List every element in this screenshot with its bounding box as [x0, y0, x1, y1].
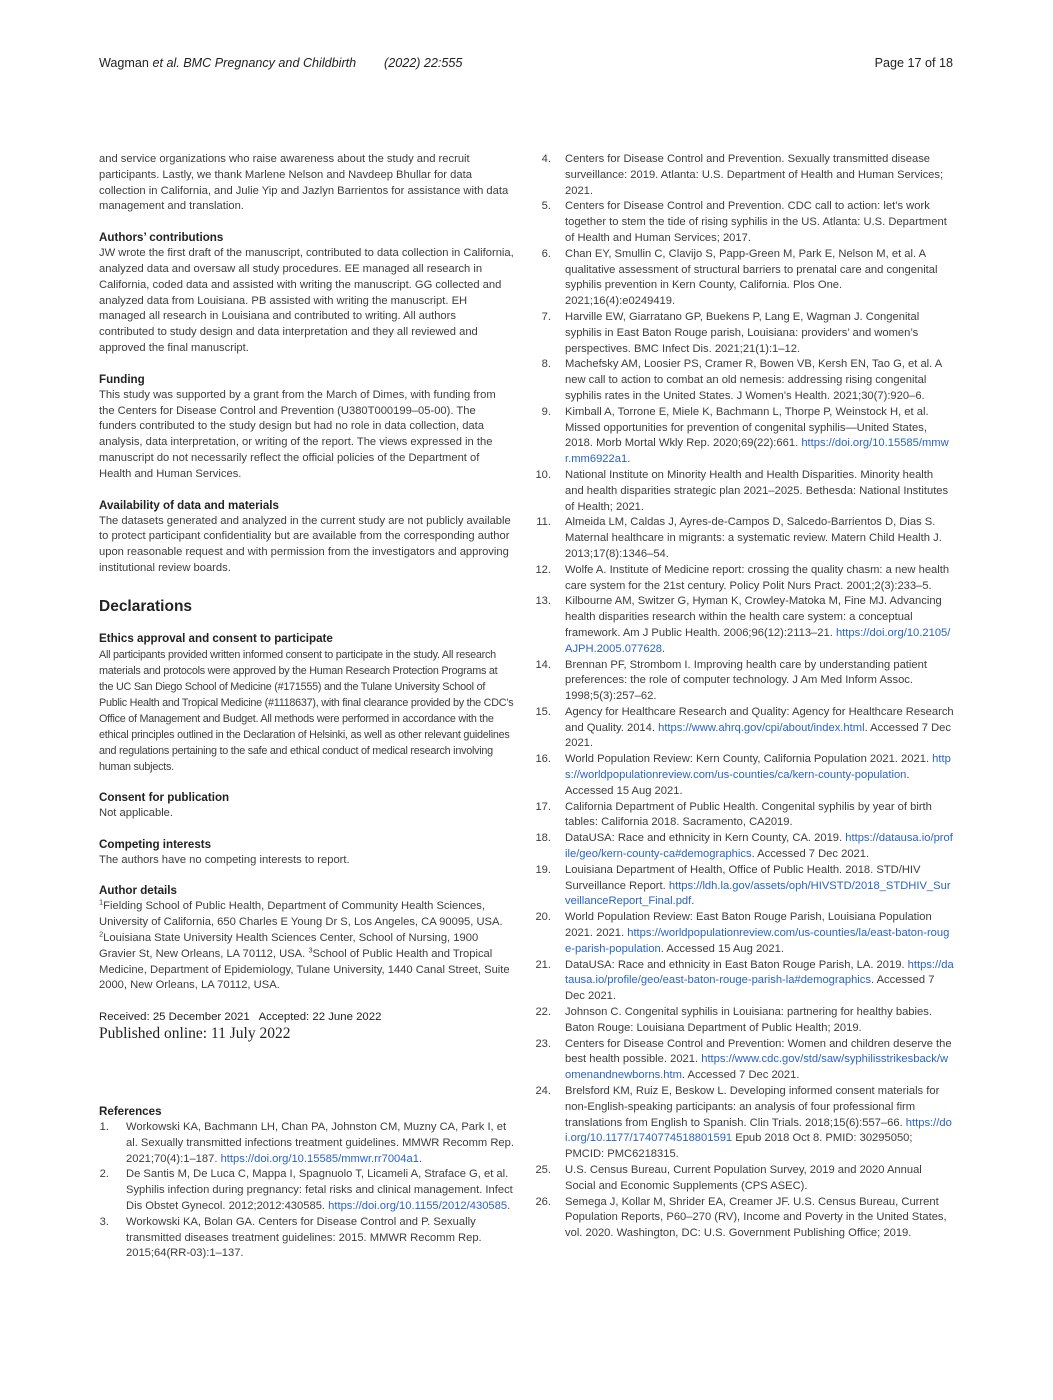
- reference-citation: National Institute on Minority Health and Health Disparities. Minority health and health disparities strategic plan 2021–2025. Bethesda: National Institutes of Health; 2021.: [565, 468, 949, 513]
- reference-item: [535, 752, 954, 799]
- affiliation-2: Louisiana State University Health Sciences Center, School of Nursing, 1900 Gravier St, New Orleans, LA 70112, USA.: [99, 931, 479, 960]
- references-heading: References: [99, 1105, 162, 1118]
- reference-item: [535, 1037, 954, 1084]
- reference-text: [565, 658, 954, 705]
- reference-link[interactable]: https://doi.org/10.2105/AJPH.2005.077628: [565, 626, 951, 655]
- reference-number: 18.: [535, 832, 551, 845]
- author-affiliations: [99, 899, 514, 994]
- reference-text: [565, 405, 954, 468]
- reference-number: 26.: [535, 1195, 551, 1208]
- reference-link[interactable]: https://www.ahrq.gov/cpi/about/index.html: [658, 721, 865, 734]
- affiliation-1: Fielding School of Public Health, Department of Community Health Sciences, University of California, 650 Charles E Young Dr S, Los Angeles, CA 90095, USA.: [99, 900, 503, 929]
- competing-interests-text: The authors have no competing interests to report.: [99, 853, 350, 866]
- reference-citation: Kimball A, Torrone E, Miele K, Bachmann L, Thorpe P, Weinstock H, et al. Missed opportunities for prevention of congenital syphilis—United States, 2018. Morb Mortal Wkly Rep. 2020;69(22):661.: [565, 405, 929, 450]
- reference-item: [540, 152, 954, 199]
- reference-number: 7.: [541, 310, 551, 323]
- reference-text: [565, 310, 954, 357]
- reference-citation: World Population Review: Kern County, California Population 2021. 2021.: [565, 753, 933, 766]
- reference-number: 13.: [535, 595, 551, 608]
- reference-text: [126, 1215, 514, 1262]
- reference-citation: Brennan PF, Strombom I. Improving health care by understanding patient preferences: the role of computer technology. J Am Med Inform Assoc. 1998;5(3):257–62.: [565, 658, 927, 703]
- reference-number: 16.: [535, 753, 551, 766]
- reference-citation: Almeida LM, Caldas J, Ayres-de-Campos D, Salcedo-Barrientos D, Dias S. Maternal healthcare in migrants: a systematic review. Matern Child Health J. 2013;17(8):1346–54.: [565, 516, 942, 560]
- reference-list-left: [99, 1120, 514, 1262]
- reference-citation: Machefsky AM, Loosier PS, Cramer R, Bowen VB, Kersh EN, Tao G, et al. A new call to action to combat an old nemesis: addressing rising congenital syphilis rates in the United States. J Women’s Health. 2021;30(7):920–6.: [565, 358, 942, 402]
- reference-text: [565, 247, 954, 310]
- author-details-section: [99, 883, 514, 994]
- reference-item: [99, 1167, 514, 1214]
- reference-number: 15.: [535, 705, 551, 718]
- acknowledgements-continued: [99, 152, 514, 215]
- reference-citation: U.S. Census Bureau, Current Population Survey, 2019 and 2020 Annual Social and Economic Supplements (CPS ASEC).: [565, 1164, 922, 1192]
- reference-citation: Brelsford KM, Ruiz E, Beskow L. Developing informed consent materials for non-English-speaking participants: an analysis of four professional firm translations from English to Spanish. Clin Trials. 2018;15(6):557–66.: [565, 1085, 940, 1129]
- reference-link[interactable]: https://doi.org/10.1155/2012/430585: [328, 1199, 508, 1212]
- journal-citation: [99, 56, 356, 70]
- reference-text: [565, 594, 954, 657]
- reference-link[interactable]: https://doi.org/10.15585/mmwr.mm6922a1: [565, 437, 949, 466]
- reference-text: [565, 357, 954, 404]
- reference-citation: Harville EW, Giarratano GP, Buekens P, Lang E, Wagman J. Congenital syphilis in East Baton Rouge parish, Louisiana: providers’ and women’s perspectives. BMC Infect Dis. 2021;21(1):1–12.: [565, 310, 920, 355]
- reference-suffix: .: [691, 895, 695, 908]
- reference-citation: DataUSA: Race and ethnicity in Kern County, CA. 2019.: [565, 832, 846, 845]
- reference-citation: Wolfe A. Institute of Medicine report: crossing the quality chasm: a new health care system for the 21st century. Policy Polit Nurs Pract. 2001;2(3):233–5.: [565, 563, 950, 592]
- reference-number: 23.: [535, 1037, 551, 1050]
- page-number: Page 17 of 18: [874, 56, 953, 70]
- reference-number: 20.: [535, 911, 551, 924]
- reference-item: [535, 958, 954, 1005]
- reference-item: [536, 515, 954, 562]
- funding-section: [99, 372, 514, 483]
- reference-citation: Centers for Disease Control and Prevention. CDC call to action: let’s work together to stem the tide of rising syphilis in the US. Atlanta: U.S. Department of Health and Human Services; 2017.: [565, 200, 947, 244]
- reference-number: 21.: [535, 958, 551, 971]
- affiliation-2-marker: 2: [99, 929, 104, 939]
- reference-item: [535, 658, 954, 705]
- reference-number: 8.: [541, 358, 551, 371]
- reference-text: [565, 800, 954, 832]
- funding-heading: Funding: [99, 372, 145, 386]
- reference-item: [99, 1215, 514, 1262]
- funding-text: This study was supported by a grant from the March of Dimes, with funding from the Centers for Disease Control and Prevention (U380T000199–05-00). The funders contributed to the study design but had no role in data collection, data analysis, data interpretation, or writing of the report. The views expressed in the manuscript do not necessarily reflect the official policies of the Department of Health and Human Services.: [99, 388, 496, 480]
- reference-suffix: .: [627, 453, 631, 466]
- reference-text: [565, 705, 954, 752]
- ethics-heading: Ethics approval and consent to participate: [99, 631, 333, 645]
- affiliation-1-marker: 1: [99, 897, 104, 907]
- reference-text: [565, 1163, 954, 1195]
- reference-link[interactable]: https://datausa.io/profile/geo/east-baton-rouge-parish-la#demographics: [565, 958, 954, 987]
- reference-item: [540, 405, 954, 468]
- left-column: [99, 152, 514, 1043]
- availability-text: The datasets generated and analyzed in the current study are not publicly available to protect participant confidentiality but are available from the corresponding author upon reasonable request and with permission from the investigators and approving institutional review boards.: [99, 514, 511, 574]
- reference-item: [535, 468, 954, 515]
- reference-item: [540, 357, 954, 404]
- reference-number: 10.: [535, 468, 551, 481]
- reference-number: 6.: [541, 247, 551, 260]
- availability-section: [99, 498, 514, 577]
- reference-number: 2.: [99, 1168, 109, 1181]
- running-header: [99, 56, 953, 74]
- reference-item: [540, 310, 954, 357]
- reference-number: 12.: [535, 563, 551, 576]
- reference-list-right: [535, 152, 954, 1242]
- reference-citation: DataUSA: Race and ethnicity in East Baton Rouge Parish, LA. 2019.: [565, 958, 908, 971]
- reference-number: 1.: [99, 1121, 109, 1133]
- reference-number: 17.: [535, 800, 551, 813]
- right-column: [535, 152, 954, 1242]
- reference-citation: Semega J, Kollar M, Shrider EA, Creamer JF. U.S. Census Bureau, Current Population Reports, P60–270 (RV), Income and Poverty in the United States, vol. 2020. Washington, DC: U.S. Government Publishing Office; 2019.: [565, 1195, 947, 1240]
- author-details-heading: Author details: [99, 884, 177, 898]
- affiliation-3: School of Public Health and Tropical Medicine, Department of Epidemiology, Tulane University, 1440 Canal Street, Suite 2000, New Orleans, LA 70112, USA.: [99, 947, 510, 992]
- reference-item: [540, 247, 954, 310]
- reference-suffix: . Accessed 7 Dec 2021.: [751, 848, 870, 861]
- reference-citation: Kilbourne AM, Switzer G, Hyman K, Crowley-Matoka M, Fine MJ. Advancing health disparities research within the health care system: a conceptual framework. Am J Public Health. 2006;96(12):2113–21.: [565, 595, 942, 639]
- reference-link[interactable]: https://www.cdc.gov/std/saw/syphilisstrikesback/womenandnewborns.htm: [565, 1053, 949, 1082]
- declarations-heading: Declarations: [99, 597, 193, 615]
- ethics-text: All participants provided written informed consent to participate in the study. All research materials and protocols were approved by the Human Research Protection Programs at the UC San Diego School of Medicine (#171555) and the Tulane University School of Public Health and Tropical Medicine (#1118637), with final clearance provided by the CDC’s Office of Management and Budget. All methods were performed in accordance with the ethical principles outlined in the Declaration of Helsinki, as well as other relevant guidelines and regulations pertaining to the safe and ethical conduct of medical research involving human subjects.: [99, 648, 514, 773]
- reference-item: [535, 594, 954, 657]
- published-online-date: Published online: 11 July 2022: [99, 1025, 291, 1043]
- acknowledgements-text: and service organizations who raise awareness about the study and recruit participants. Lastly, we thank Marlene Nelson and Navdeep Bhullar for data collection in California, and Julie Yip and Jazlyn Barrientos for assistance with data management and translation.: [99, 153, 509, 213]
- first-author: Wagman: [99, 56, 149, 70]
- affiliation-3-marker: 3: [308, 944, 313, 954]
- reference-number: 5.: [541, 200, 551, 213]
- reference-text: [565, 152, 954, 199]
- reference-text: [565, 958, 954, 1005]
- reference-item: [535, 1084, 954, 1163]
- reference-suffix: . Accessed 7 Dec 2021.: [565, 721, 951, 750]
- reference-link[interactable]: https://doi.org/10.15585/mmwr.rr7004a1: [220, 1152, 419, 1165]
- reference-item: [99, 1120, 514, 1167]
- reference-item: [535, 863, 954, 910]
- reference-suffix: . Accessed 15 Aug 2021.: [660, 942, 784, 955]
- received-accepted-dates: Received: 25 December 2021 Accepted: 22 June 2022: [99, 1011, 382, 1024]
- reference-number: 25.: [535, 1164, 551, 1176]
- reference-number: 22.: [535, 1006, 551, 1019]
- reference-text: [126, 1120, 514, 1167]
- reference-text: [565, 752, 954, 799]
- competing-interests-section: [99, 837, 514, 869]
- reference-link[interactable]: https://doi.org/10.1177/1740774518801591: [565, 1116, 952, 1145]
- reference-item: [535, 1195, 954, 1242]
- reference-suffix: . Accessed 7 Dec 2021.: [681, 1069, 800, 1082]
- reference-item: [540, 199, 954, 246]
- reference-text: [126, 1167, 514, 1214]
- authors-contributions-text: JW wrote the first draft of the manuscript, contributed to data collection in California, analyzed data and oversaw all study procedures. EE managed all research in California, coded data and assisted with writing the manuscript. GG collected and analyzed data from Louisiana. PB assisted with writing the manuscript. EH managed all research in Louisiana and contributed to writing. All authors contributed to study design and data interpretation and they all reviewed and approved the final manuscript.: [99, 247, 514, 354]
- ethics-section: [99, 631, 514, 775]
- reference-number: 14.: [535, 658, 551, 671]
- reference-number: 3.: [99, 1215, 109, 1228]
- reference-suffix: Epub 2018 Oct 8. PMID: 30295050; PMCID: PMC6218315.: [565, 1132, 913, 1161]
- reference-number: 24.: [535, 1085, 551, 1098]
- reference-item: [535, 1163, 954, 1195]
- reference-citation: Workowski KA, Bolan GA. Centers for Disease Control and P. Sexually transmitted diseases treatment guidelines: 2015. MMWR Recomm Rep. 2015;64(RR-03):1–137.: [126, 1215, 482, 1260]
- reference-text: [565, 468, 954, 515]
- authors-contributions-section: [99, 230, 514, 357]
- reference-citation: Chan EY, Smullin C, Clavijo S, Papp-Green M, Park E, Nelson M, et al. A qualitative assessment of structural barriers to prenatal care and congenital syphilis prevention in Kern County, California. Plos One. 2021;16(4):e0249419.: [565, 247, 938, 308]
- reference-citation: World Population Review: East Baton Rouge Parish, Louisiana Population 2021. 2021.: [565, 911, 932, 940]
- reference-number: 11.: [536, 516, 551, 529]
- reference-suffix: .: [662, 642, 666, 655]
- reference-item: [535, 831, 954, 863]
- reference-link[interactable]: https://worldpopulationreview.com/us-counties/ca/kern-county-population: [565, 753, 951, 782]
- reference-suffix: . Accessed 15 Aug 2021.: [565, 769, 910, 797]
- reference-citation: Centers for Disease Control and Prevention. Sexually transmitted disease surveillance: 2019. Atlanta: U.S. Department of Health and Human Services; 2021.: [565, 153, 944, 197]
- year-volume: (2022) 22:555: [384, 56, 463, 70]
- reference-text: [565, 515, 954, 562]
- reference-suffix: . Accessed 7 Dec 2021.: [565, 974, 935, 1003]
- reference-number: 9.: [541, 405, 551, 418]
- reference-citation: Centers for Disease Control and Prevention: Women and children deserve the best health possible. 2021.: [565, 1037, 952, 1066]
- consent-heading: Consent for publication: [99, 790, 230, 804]
- reference-citation: Agency for Healthcare Research and Quality: Agency for Healthcare Research and Quality. 2014.: [565, 705, 954, 734]
- publication-dates: [99, 1009, 514, 1043]
- authors-contributions-heading: Authors’ contributions: [99, 231, 224, 245]
- reference-text: [565, 1195, 954, 1242]
- reference-item: [535, 1005, 954, 1037]
- reference-citation: California Department of Public Health. Congenital syphilis by year of birth tables: California 2018. Sacramento, CA2019.: [565, 800, 932, 829]
- consent-section: [99, 790, 514, 822]
- reference-suffix: .: [418, 1152, 423, 1165]
- reference-suffix: .: [507, 1199, 511, 1212]
- availability-heading: Availability of data and materials: [99, 498, 279, 512]
- reference-citation: Louisiana Department of Health, Office of Public Health. 2018. STD/HIV Surveillance Report.: [565, 863, 921, 892]
- reference-text: [565, 1037, 954, 1084]
- reference-link[interactable]: https://ldh.la.gov/assets/oph/HIVSTD/2018_STDHIV_SurveillanceReport_Final.pdf: [565, 879, 951, 908]
- competing-interests-heading: Competing interests: [99, 837, 212, 851]
- reference-link[interactable]: https://datausa.io/profile/geo/kern-county-ca#demographics: [565, 832, 953, 861]
- consent-text: Not applicable.: [99, 806, 174, 819]
- reference-citation: Johnson C. Congenital syphilis in Louisiana: partnering for healthy babies. Baton Rouge: Louisiana Department of Public Health; 2019.: [565, 1006, 932, 1034]
- reference-citation: Workowski KA, Bachmann LH, Chan PA, Johnston CM, Muzny CA, Park I, et al. Sexually transmitted infections treatment guidelines. MMWR Recomm Rep. 2021;70(4):1–187.: [126, 1121, 514, 1165]
- reference-item: [535, 910, 954, 957]
- reference-citation: De Santis M, De Luca C, Mappa I, Spagnuolo T, Licameli A, Straface G, et al. Syphilis infection during pregnancy: fetal risks and clinical management. Infect Dis Obstet Gynecol. 2012;2012:430585.: [126, 1168, 513, 1212]
- reference-text: [565, 863, 954, 910]
- reference-text: [565, 563, 954, 595]
- reference-number: 4.: [541, 153, 551, 165]
- reference-text: [565, 199, 954, 246]
- journal-name: et al. BMC Pregnancy and Childbirth: [152, 56, 357, 70]
- reference-item: [535, 705, 954, 752]
- reference-text: [565, 1084, 954, 1163]
- reference-number: 19.: [535, 863, 551, 876]
- reference-link[interactable]: https://worldpopulationreview.com/us-counties/la/east-baton-rouge-parish-population: [565, 927, 950, 955]
- reference-text: [565, 1005, 954, 1037]
- references-left: [99, 1104, 514, 1262]
- reference-item: [535, 800, 954, 832]
- reference-text: [565, 831, 954, 863]
- reference-item: [535, 563, 954, 595]
- reference-text: [565, 910, 954, 957]
